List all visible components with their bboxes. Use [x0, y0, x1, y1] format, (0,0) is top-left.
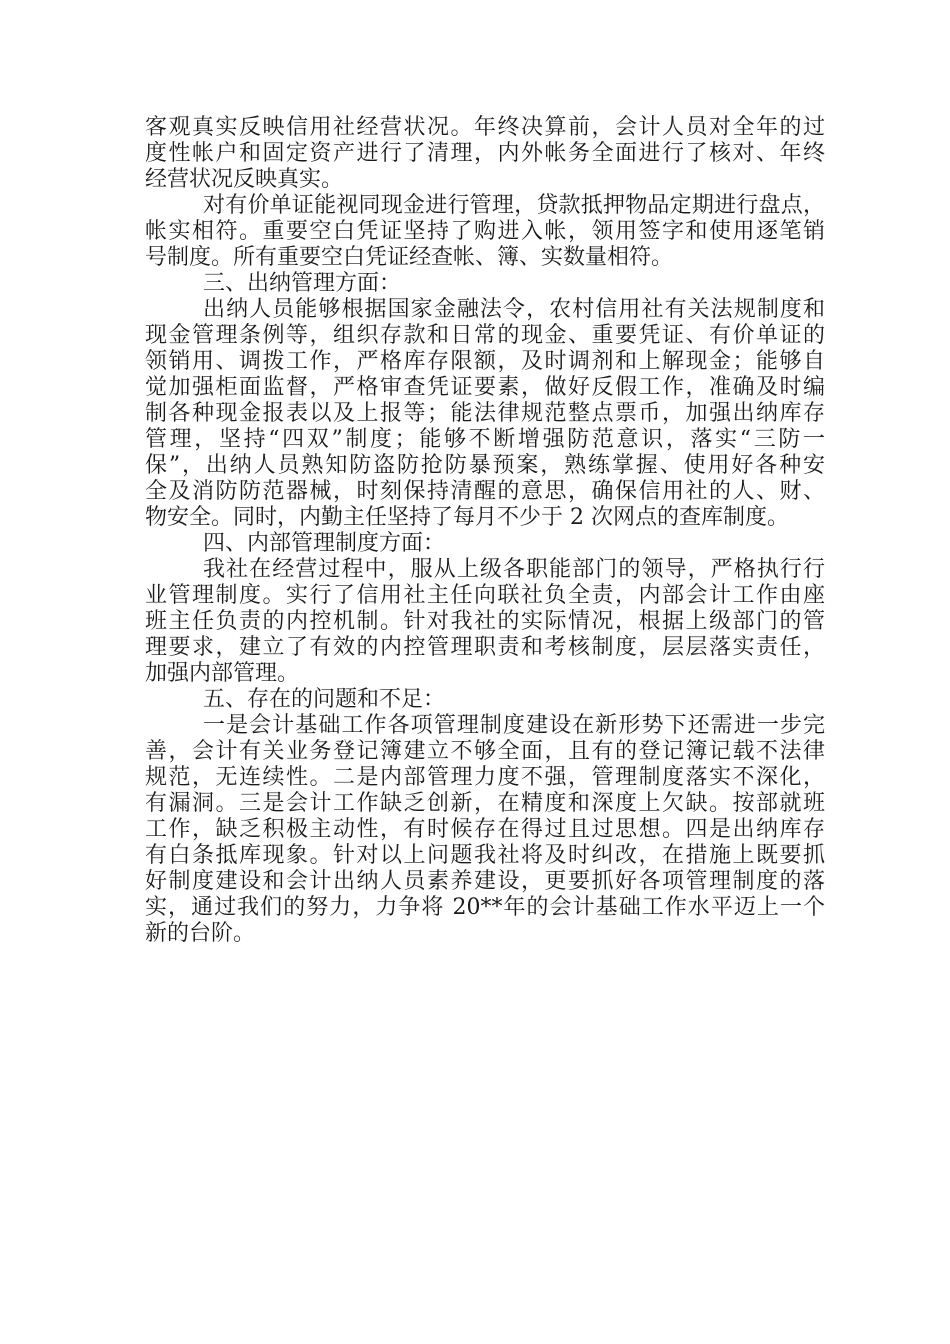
text-line: 客观真实反映信用社经营状况。年终决算前，会计人员对全年的过 [145, 115, 825, 140]
text-line: 四、内部管理制度方面： [203, 531, 446, 556]
text-line: 新的台阶。 [145, 921, 256, 946]
text-line: 制各种现金报表以及上报等；能法律规范整点票币，加强出纳库存 [145, 401, 825, 426]
text-line: 现金管理条例等，组织存款和日常的现金、重要凭证、有价单证的 [145, 323, 825, 348]
text-line: 班主任负责的内控机制。针对我社的实际情况，根据上级部门的管 [145, 609, 825, 634]
text-line: 对有价单证能视同现金进行管理，贷款抵押物品定期进行盘点， [203, 193, 825, 218]
text-line: 我社在经营过程中，服从上级各职能部门的领导，严格执行行 [203, 557, 825, 582]
text-line: 有漏洞。三是会计工作缺乏创新，在精度和深度上欠缺。按部就班 [145, 791, 825, 816]
text-line: 管理，坚持“四双”制度；能够不断增强防范意识，落实“三防一 [145, 427, 825, 452]
text-line: 有白条抵库现象。针对以上问题我社将及时纠改，在措施上既要抓 [145, 843, 825, 868]
text-line: 全及消防防范器械，时刻保持清醒的意思，确保信用社的人、财、 [145, 479, 825, 504]
text-line: 五、存在的问题和不足： [203, 687, 446, 712]
document-body [145, 115, 825, 947]
text-line: 加强内部管理。 [145, 661, 300, 686]
text-line: 规范，无连续性。二是内部管理力度不强，管理制度落实不深化， [145, 765, 825, 790]
text-line: 善，会计有关业务登记簿建立不够全面，且有的登记簿记载不法律 [145, 739, 825, 764]
text-line: 实，通过我们的努力，力争将 20**年的会计基础工作水平迈上一个 [145, 895, 825, 920]
text-line: 号制度。所有重要空白凭证经查帐、簿、实数量相符。 [145, 245, 674, 270]
text-line: 一是会计基础工作各项管理制度建设在新形势下还需进一步完 [203, 713, 825, 738]
text-line: 业管理制度。实行了信用社主任向联社负全责，内部会计工作由座 [145, 583, 825, 608]
text-line: 经营状况反映真实。 [145, 167, 344, 192]
text-line: 觉加强柜面监督，严格审查凭证要素，做好反假工作，准确及时编 [145, 375, 825, 400]
document-page [145, 115, 825, 947]
text-line: 领销用、调拨工作，严格库存限额，及时调剂和上解现金；能够自 [145, 349, 825, 374]
text-line: 物安全。同时，内勤主任坚持了每月不少于 2 次网点的查库制度。 [145, 505, 789, 530]
text-line: 理要求，建立了有效的内控管理职责和考核制度，层层落实责任， [145, 635, 825, 660]
text-line: 保”，出纳人员熟知防盗防抢防暴预案，熟练掌握、使用好各种安 [145, 453, 825, 478]
text-line: 三、出纳管理方面： [203, 271, 402, 296]
text-line: 度性帐户和固定资产进行了清理，内外帐务全面进行了核对、年终 [145, 141, 825, 166]
text-line: 工作，缺乏积极主动性，有时候存在得过且过思想。四是出纳库存 [145, 817, 825, 842]
text-line: 好制度建设和会计出纳人员素养建设，更要抓好各项管理制度的落 [145, 869, 825, 894]
text-line: 帐实相符。重要空白凭证坚持了购进入帐，领用签字和使用逐笔销 [145, 219, 825, 244]
text-line: 出纳人员能够根据国家金融法令，农村信用社有关法规制度和 [203, 297, 825, 322]
